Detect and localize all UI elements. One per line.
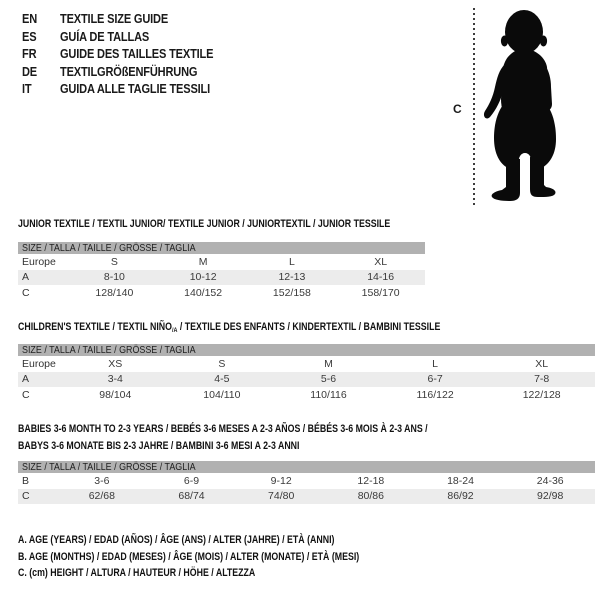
junior-table-rows [18,254,425,301]
size-cell: M [198,255,208,268]
size-cell: S [218,357,226,370]
size-cell: 9-12 [270,474,292,487]
table-row [18,387,595,403]
language-row-es [22,28,240,46]
size-cell: S [110,255,118,268]
size-cell: 98/104 [99,388,132,401]
size-cell: 152/158 [272,286,311,299]
language-label: GUÍA DE TALLAS [60,28,150,44]
size-cell: 6-9 [183,474,200,487]
size-cell: 3-6 [94,474,110,487]
row-label: A [22,373,30,386]
table-row [18,372,595,388]
section-title-babies [18,421,530,454]
size-cell: L [288,255,295,268]
baby-silhouette-icon [478,7,570,207]
language-row-it [22,80,240,98]
size-cell: 110/116 [310,388,347,401]
row-label: C [22,286,30,299]
size-cell: 3-4 [107,373,123,386]
size-header-bar: SIZE / TALLA / TAILLE / GRÖSSE / TAGLIA [18,242,425,254]
row-label: C [22,490,30,503]
table-row [18,270,425,286]
junior-size-table [18,242,425,301]
title-text: / TEXTILE DES ENFANTS / KINDERTEXTIL / BAMBINI TESSILE [177,321,441,333]
size-cell: 74/80 [268,490,295,503]
row-label: Europe [22,357,56,370]
language-code: FR [22,46,37,62]
row-label: C [22,388,30,401]
size-cell: 24-36 [536,474,564,487]
title-line-1: BABIES 3-6 MONTH TO 2-3 YEARS / BEBÉS 3-6 MESES A 2-3 AÑOS / BÉBÉS 3-6 MOIS À 2-3 ANS / [18,423,428,435]
size-header-bar: SIZE / TALLA / TAILLE / GRÖSSE / TAGLIA [18,344,595,356]
size-cell: 80/86 [357,490,384,503]
language-code: IT [22,81,32,97]
size-cell: 140/152 [184,286,223,299]
size-cell: XL [535,357,549,370]
size-cell: 4-5 [214,373,230,386]
size-cell: 12-13 [278,271,306,284]
language-label: GUIDA ALLE TAGLIE TESSILI [60,81,211,97]
size-cell: 104/110 [203,388,241,401]
babies-table-rows [18,473,595,504]
language-list [22,10,240,98]
size-cell: 7-8 [534,373,550,386]
title-line-2: BABYS 3-6 MONATE BIS 2-3 JAHRE / BAMBINI 3-6 MESI A 2-3 ANNI [18,439,300,452]
legend-line-c: C. (cm) HEIGHT / ALTURA / HAUTEUR / HÖHE / ALTEZZA [18,567,256,579]
size-cell: M [324,357,333,370]
size-cell: L [432,357,438,370]
size-cell: 14-16 [367,271,395,284]
size-cell: 86/92 [447,490,474,503]
children-size-table [18,344,595,403]
language-code: DE [22,63,38,79]
language-label: GUIDE DES TAILLES TEXTILE [60,46,214,62]
size-cell: 62/68 [88,490,115,503]
title-subscript: /A [171,326,178,334]
table-row [18,254,425,270]
size-cell: 128/140 [95,286,134,299]
size-cell: 116/122 [416,388,454,401]
legend-line-b: B. AGE (MONTHS) / EDAD (MESES) / ÂGE (MOIS) / ALTER (MONATE) / ETÀ (MESI) [18,550,360,563]
title-text: CHILDREN'S TEXTILE / TEXTIL NIÑO [18,321,172,333]
section-title-children [18,319,546,339]
size-cell: 18-24 [447,474,474,487]
measure-legend [18,534,445,584]
table-row [18,356,595,372]
language-code: EN [22,11,38,27]
language-row-de [22,63,240,81]
language-row-fr [22,45,240,63]
size-cell: XS [108,357,123,370]
language-label: TEXTILE SIZE GUIDE [60,11,169,27]
height-dotted-line [473,8,475,208]
table-row [18,489,595,505]
table-row [18,473,595,489]
children-table-rows [18,356,595,403]
size-cell: 68/74 [178,490,205,503]
size-cell: 122/128 [522,388,561,401]
size-cell: 6-7 [427,373,443,386]
section-title-junior: JUNIOR TEXTILE / TEXTIL JUNIOR/ TEXTILE JUNIOR / JUNIORTEXTIL / JUNIOR TESSILE [18,218,391,230]
row-label: A [22,271,30,284]
babies-size-table [18,461,595,504]
size-cell: 8-10 [103,271,125,284]
size-cell: 158/170 [361,286,400,299]
size-cell: 10-12 [189,271,217,284]
language-label: TEXTILGRÖßENFÜHRUNG [60,63,198,79]
size-cell: 12-18 [357,474,385,487]
language-code: ES [22,28,37,44]
height-measure-label: C [453,102,462,116]
row-label: B [22,474,30,487]
size-cell: 5-6 [320,373,337,386]
row-label: Europe [22,255,56,268]
size-cell: 92/98 [537,490,564,503]
size-cell: XL [374,255,388,268]
language-row-en [22,10,240,28]
table-row [18,285,425,301]
legend-line-a: A. AGE (YEARS) / EDAD (AÑOS) / ÂGE (ANS) / ALTER (JAHRE) / ETÀ (ANNI) [18,534,335,546]
size-header-bar: SIZE / TALLA / TAILLE / GRÖSSE / TAGLIA [18,461,595,473]
